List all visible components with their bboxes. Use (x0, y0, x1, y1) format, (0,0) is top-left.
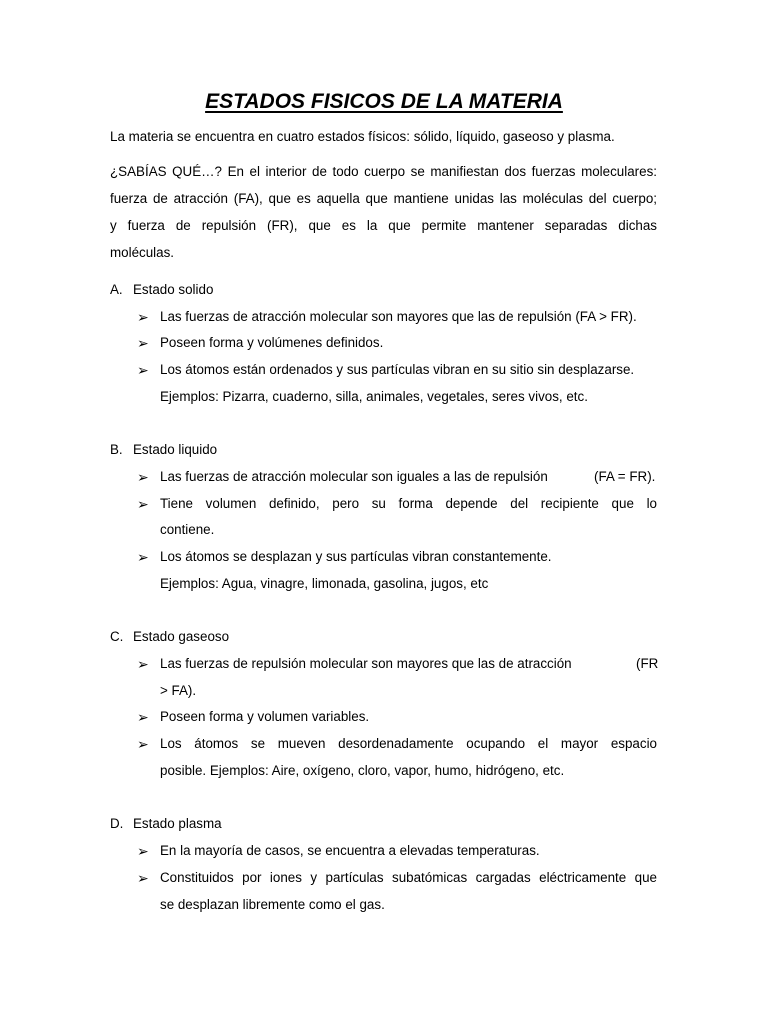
section-b-letter: B. (110, 442, 123, 457)
arrow-bullet-icon: ➢ (137, 309, 149, 325)
arrow-bullet-icon: ➢ (137, 843, 149, 859)
arrow-bullet-icon: ➢ (137, 469, 149, 485)
section-d-bullet-2: Constituidos por iones y partículas subatómicas cargadas eléctricamente que (160, 870, 657, 885)
arrow-bullet-icon: ➢ (137, 870, 149, 886)
arrow-bullet-icon: ➢ (137, 335, 149, 351)
sabias-line-2: fuerza de atracción (FA), que es aquella que mantiene unidas las moléculas del cuerpo; (110, 191, 657, 206)
section-a-bullet-3: Los átomos están ordenados y sus partículas vibran en su sitio sin desplazarse. (160, 362, 635, 377)
arrow-bullet-icon: ➢ (137, 736, 149, 752)
sabias-line-4: moléculas. (110, 245, 175, 260)
arrow-bullet-icon: ➢ (137, 656, 149, 672)
section-d-letter: D. (110, 816, 124, 831)
section-c-bullet-1-relation: (FR (636, 656, 659, 671)
intro-paragraph: La materia se encuentra en cuatro estados físicos: sólido, líquido, gaseoso y plasma. (110, 129, 615, 144)
section-a-heading: Estado solido (133, 282, 214, 297)
section-b-bullet-3: Los átomos se desplazan y sus partículas vibran constantemente. (160, 549, 552, 564)
section-b-bullet-1: Las fuerzas de atracción molecular son iguales a las de repulsión (160, 469, 548, 484)
section-b-bullet-2: Tiene volumen definido, pero su forma depende del recipiente que lo (160, 496, 657, 511)
section-b-examples: Ejemplos: Agua, vinagre, limonada, gasolina, jugos, etc (160, 576, 489, 591)
sabias-line-1: ¿SABÍAS QUÉ…? En el interior de todo cuerpo se manifiestan dos fuerzas moleculares: (110, 164, 657, 179)
sabias-line-3: y fuerza de repulsión (FR), que es la que permite mantener separadas dichas (110, 218, 657, 233)
section-c-examples: posible. Ejemplos: Aire, oxígeno, cloro, vapor, humo, hidrógeno, etc. (160, 763, 565, 778)
section-c-bullet-1: Las fuerzas de repulsión molecular son mayores que las de atracción (160, 656, 572, 671)
arrow-bullet-icon: ➢ (137, 549, 149, 565)
arrow-bullet-icon: ➢ (137, 496, 149, 512)
section-b-bullet-1-relation: (FA = FR). (594, 469, 656, 484)
section-c-bullet-1-cont: > FA). (160, 683, 197, 698)
section-d-bullet-1: En la mayoría de casos, se encuentra a elevadas temperaturas. (160, 843, 540, 858)
section-b-heading: Estado liquido (133, 442, 218, 457)
section-b-bullet-2-cont: contiene. (160, 522, 215, 537)
section-a-examples: Ejemplos: Pizarra, cuaderno, silla, animales, vegetales, seres vivos, etc. (160, 389, 588, 404)
section-c-letter: C. (110, 629, 124, 644)
section-a-letter: A. (110, 282, 123, 297)
section-a-bullet-1: Las fuerzas de atracción molecular son mayores que las de repulsión (FA > FR). (160, 309, 637, 324)
section-d-bullet-2-cont: se desplazan libremente como el gas. (160, 897, 385, 912)
section-c-heading: Estado gaseoso (133, 629, 230, 644)
arrow-bullet-icon: ➢ (137, 709, 149, 725)
section-a-bullet-2: Poseen forma y volúmenes definidos. (160, 335, 384, 350)
section-c-bullet-3: Los átomos se mueven desordenadamente ocupando el mayor espacio (160, 736, 657, 751)
page-title: ESTADOS FISICOS DE LA MATERIA (205, 90, 563, 113)
section-d-heading: Estado plasma (133, 816, 222, 831)
section-c-bullet-2: Poseen forma y volumen variables. (160, 709, 370, 724)
arrow-bullet-icon: ➢ (137, 362, 149, 378)
